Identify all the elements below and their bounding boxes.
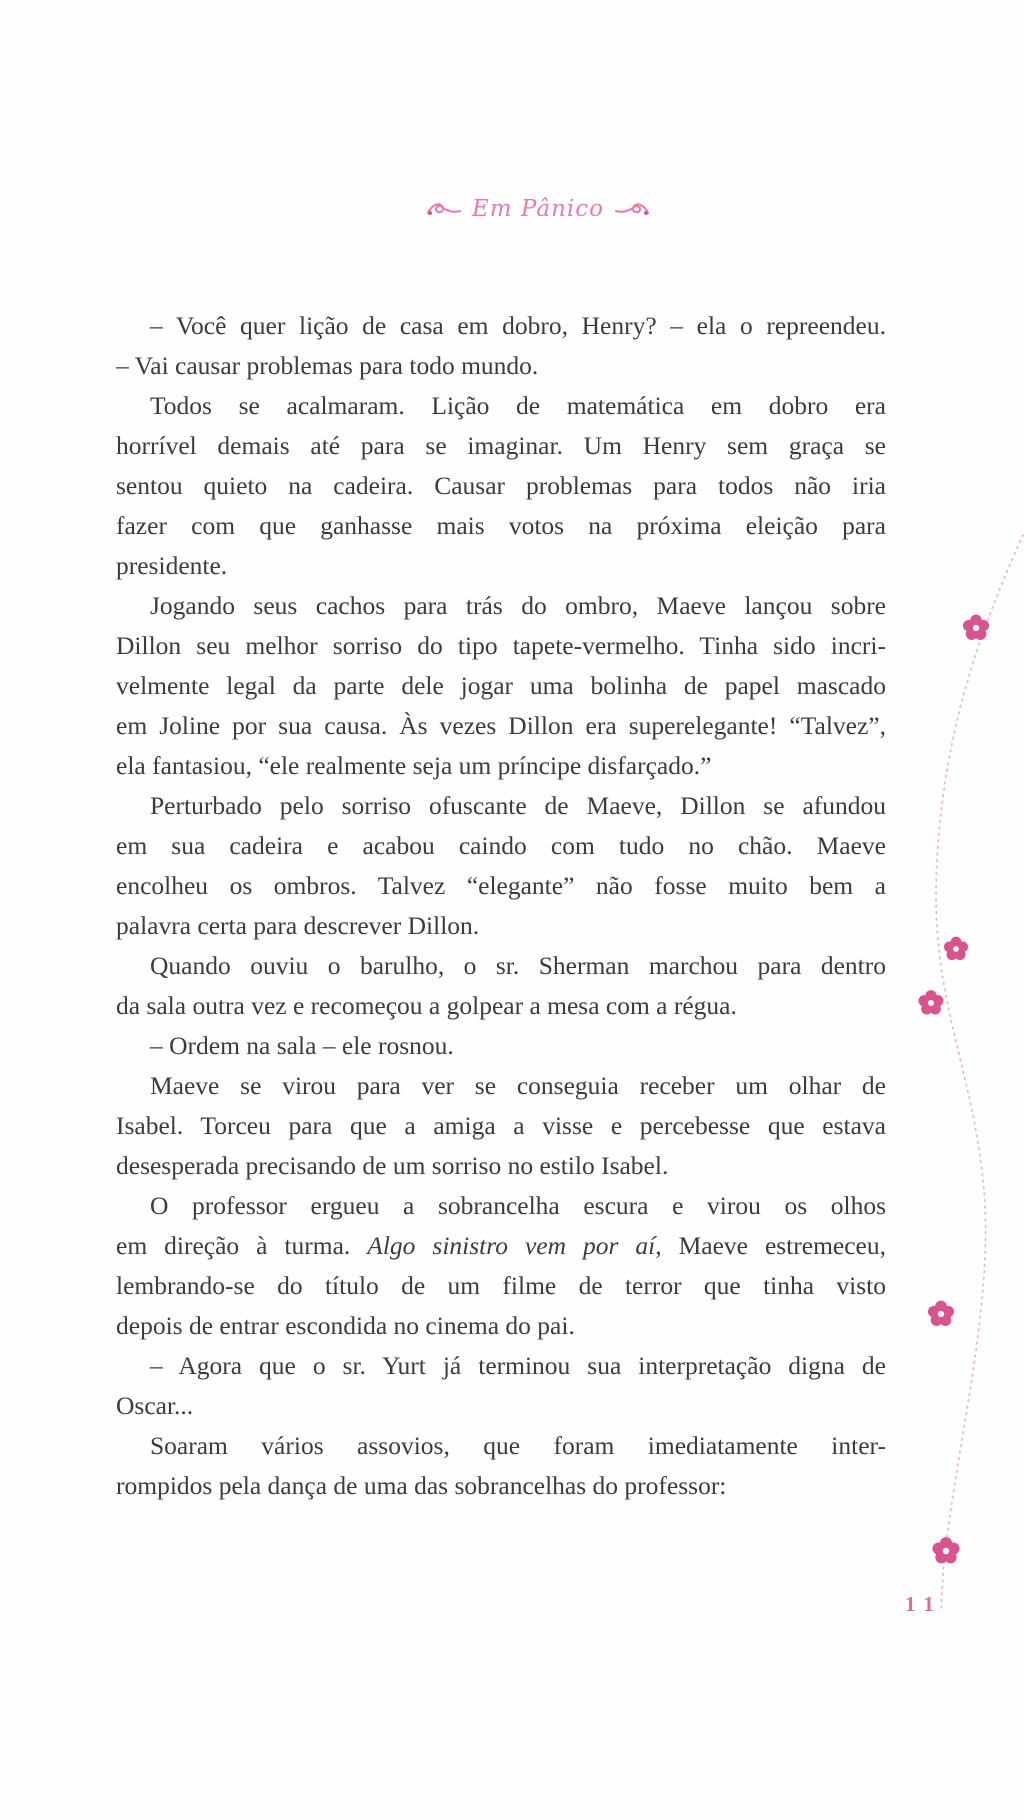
flower-group [918,615,989,1564]
text-line: fazer com que ganhasse mais votos na próxima eleição para [116,511,886,540]
flourish-right-icon [614,199,650,219]
text-line: depois de entrar escondida no cinema do pai. [116,1311,575,1340]
text-line: Dillon seu melhor sorriso do tipo tapete-vermelho. Tinha sido incri- [116,631,886,660]
text-line: – Você quer lição de casa em dobro, Henry? – ela o repreendeu. [150,311,886,340]
text-line: Perturbado pelo sorriso ofuscante de Maeve, Dillon se afundou [150,791,886,820]
flower-icon [928,1301,954,1326]
text-line [116,1226,886,1266]
text-line: rompidos pela dança de uma das sobrancelhas do professor: [116,1471,727,1500]
text-line: sentou quieto na cadeira. Causar problemas para todos não iria [116,471,886,500]
text-line: lembrando-se do título de um filme de terror que tinha visto [116,1271,886,1300]
page-number: 11 [905,1592,943,1616]
text-line: ela fantasiou, “ele realmente seja um príncipe disfarçado.” [116,751,712,780]
running-head [26,196,1024,222]
text-line: O professor ergueu a sobrancelha escura e virou os olhos [150,1191,886,1220]
text-line: Quando ouviu o barulho, o sr. Sherman marchou para dentro [150,951,886,980]
text-line: Oscar... [116,1391,194,1420]
text-segment: , Maeve estremeceu, [655,1231,886,1260]
italic-phrase: Algo sinistro vem por aí [367,1231,656,1260]
flower-icon [932,1537,959,1563]
text-line: horrível demais até para se imaginar. Um Henry sem graça se [116,431,886,460]
text-segment: em direção à turma. [116,1231,368,1260]
text-line: encolheu os ombros. Talvez “elegante” não fosse muito bem a [116,871,886,900]
text-line: Jogando seus cachos para trás do ombro, Maeve lançou sobre [150,591,886,620]
text-line: desesperada precisando de um sorriso no estilo Isabel. [116,1151,669,1180]
text-line: Soaram vários assovios, que foram imediatamente inter- [150,1431,886,1460]
flourish-left-icon [426,199,462,219]
text-line: – Vai causar problemas para todo mundo. [116,351,539,380]
text-line: da sala outra vez e recomeçou a golpear a mesa com a régua. [116,991,737,1020]
book-title: Em Pânico [472,196,604,222]
text-line: – Ordem na sala – ele rosnou. [150,1031,454,1060]
text-line: Todos se acalmaram. Lição de matemática em dobro era [150,391,886,420]
flower-icon [944,937,968,960]
vine-dotted-curve [936,535,1023,1612]
flower-icon [918,990,943,1014]
body-text [116,306,886,1506]
text-line: palavra certa para descrever Dillon. [116,911,480,940]
text-line: Isabel. Torceu para que a amiga a visse e percebesse que estava [116,1111,886,1140]
text-line: presidente. [116,551,228,580]
text-line: velmente legal da parte dele jogar uma bolinha de papel mascado [116,671,886,700]
flower-icon [963,615,989,640]
text-line: em Joline por sua causa. Às vezes Dillon era superelegante! “Talvez”, [116,711,886,740]
text-line: Maeve se virou para ver se conseguia receber um olhar de [150,1071,886,1100]
text-line: – Agora que o sr. Yurt já terminou sua interpretação digna de [150,1351,886,1380]
text-line: em sua cadeira e acabou caindo com tudo no chão. Maeve [116,831,886,860]
